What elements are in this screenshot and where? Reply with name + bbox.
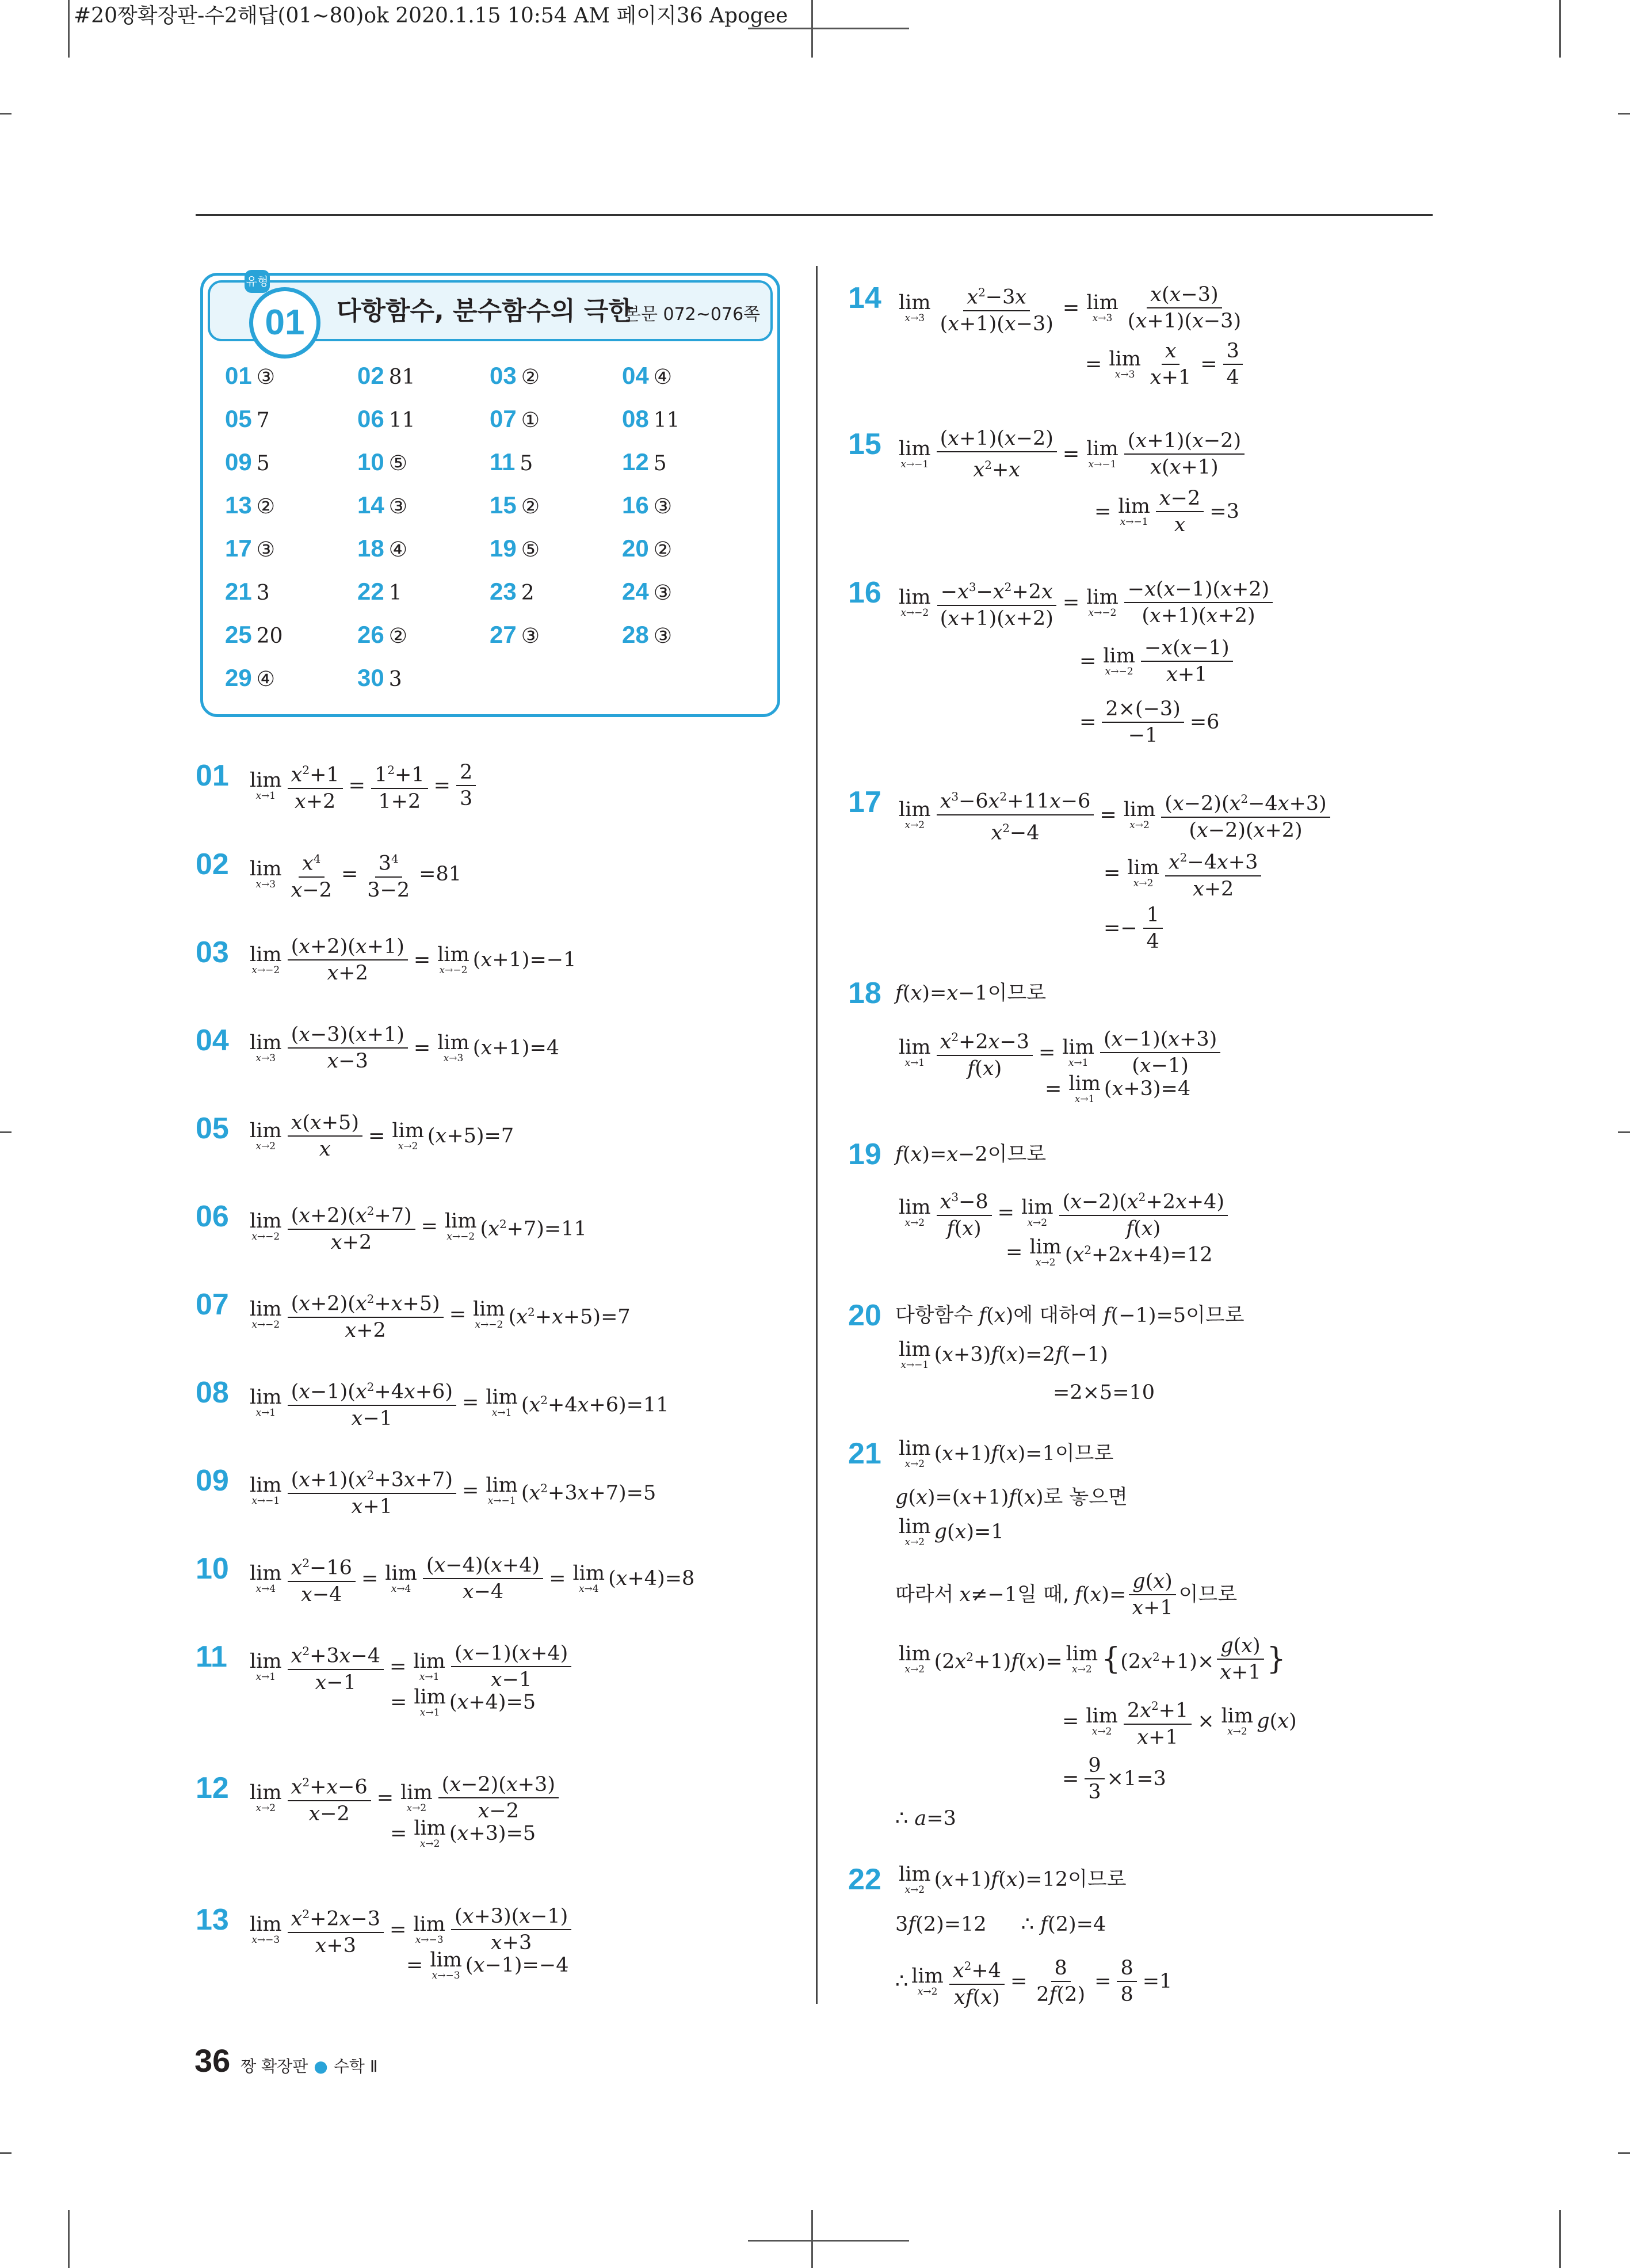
solution-15-line: lim x→−1 $\frac{(x+1)(x-2)}{x^2+x}$ = lim x→−1 $\frac{(x+1)(x-2)}{x(x+1)}$ [895,427,1247,482]
unit-number-badge [249,287,320,359]
answer-item [225,405,357,448]
solution-06-line: lim x→−2 $\frac{(x+2)(x^2+7)}{x+2}$ = lim x→−2 $(x^2+7)=11$ [246,1199,587,1254]
unit-number: 01 [265,303,305,342]
solution-21-line: lim x→2 $(2x^2+1)f(x)=$ lim x→2 { $(2x^2+1)\times$ $\frac{g(x)}{x+1}$ } [899,1634,1286,1684]
answer-value: ③ [256,365,275,389]
answer-key-box [200,273,780,717]
answer-number: 17 [225,535,252,562]
answer-value: ② [653,538,672,562]
answer-number: 13 [225,491,252,519]
solution-21-line: = lim x→2 $\frac{2x^2+1}{x+1}$ × lim x→2 g(x) [1059,1694,1297,1749]
solution-number: 21 [848,1437,881,1470]
answer-number: 27 [490,621,517,648]
answer-value: 81 [388,365,415,389]
answer-number: 04 [622,362,649,389]
answer-item [357,448,490,491]
solution-17-line: =− $\frac{1}{4}$ [1100,904,1165,953]
solution-03-line: lim x→−2 $\frac{(x+2)(x+1)}{x+2}$ = lim x→−2 (x+1)=−1 [250,935,577,985]
answer-number: 18 [357,535,384,562]
answer-row [225,578,754,621]
answer-value: ② [521,365,540,389]
answer-number: 10 [357,448,384,475]
solution-08-line: lim x→1 $\frac{(x-1)(x^2+4x+6)}{x-1}$ = lim x→1 $(x^2+4x+6)=11$ [246,1375,669,1430]
solution-number: 01 [196,759,229,792]
answer-item [357,621,490,664]
register-mark [748,28,909,29]
answer-number: 02 [357,362,384,389]
solution-18-line: f(x)=x−1 이므로 [895,976,1046,1011]
solution-20-line: lim x→−1 (x+3)f(x)=2f(−1) [899,1338,1108,1371]
unit-title: 다항함수, 분수함수의 극한 [337,296,633,326]
answer-value: ③ [256,538,275,562]
answer-value: 20 [256,624,283,648]
answer-number: 09 [225,448,252,475]
answer-row [225,405,754,448]
solution-05-line: lim x→2 $\frac{x(x+5)}{x}$ = lim x→2 (x+5)=7 [250,1111,514,1161]
solution-12-line: = lim x→2 (x+3)=5 [390,1817,536,1850]
answer-value: 11 [653,409,680,432]
solution-number: 19 [848,1138,881,1171]
answer-value: 7 [256,409,270,432]
solution-19-line: = lim x→2 $(x^2+2x+4)=12$ [1006,1236,1213,1269]
solution-01-line: lim x→1 $\frac{x^2+1}{x+2}$ = $\frac{1^2+1}{1+2}$ = $\frac{2}{3}$ [246,758,478,813]
book-title: 짱 확장판 [241,2057,308,2076]
solution-11-line: = lim x→1 (x+4)=5 [390,1686,536,1718]
solution-19-line: lim x→2 $\frac{x^3-8}{f(x)}$ = lim x→2 $\frac{(x-2)(x^2+2x+4)}{f(x)}$ [895,1186,1230,1240]
solution-21-text: 따라서 [895,1583,954,1606]
answer-item [490,448,622,491]
answer-item [225,535,357,578]
solution-21-text: 이므로 [1055,1442,1114,1465]
answer-value: ② [256,495,275,519]
crop-mark [0,113,12,115]
answer-value: 1 [388,581,402,605]
solution-22-line: 3f(2)=12 ∴ f(2)=4 [895,1913,1106,1936]
answer-number: 24 [622,578,649,605]
subject-name: 수학 Ⅱ [333,2057,378,2076]
answer-item [490,535,622,578]
solution-14-line: lim x→3 $\frac{x^2-3x}{(x+1)(x-3)}$ = lim x→3 $\frac{x(x-3)}{(x+1)(x-3)}$ [895,281,1247,336]
answer-number: 01 [225,362,252,389]
answer-value: 5 [256,452,270,475]
solution-number: 14 [848,281,881,315]
solution-13-line: lim x→−3 $\frac{x^2+2x-3}{x+3}$ = lim x→−3 $\frac{(x+3)(x-1)}{x+3}$ [246,1903,574,1957]
solution-18-line: lim x→1 $\frac{x^2+2x-3}{f(x)}$ = lim x→1 $\frac{(x-1)(x+3)}{(x-1)}$ [895,1026,1223,1080]
solution-20-line: =2×5=10 [1053,1381,1155,1404]
answer-item [357,491,490,535]
answer-number: 06 [357,405,384,432]
solution-10-line: lim x→4 $\frac{x^2-16}{x-4}$ = lim x→4 $\frac{(x-4)(x+4)}{x-4}$ = lim x→4 (x+4)=8 [246,1552,694,1606]
solution-21-line: ∴ a=3 [895,1807,956,1830]
answer-item [225,621,357,664]
solution-number: 09 [196,1464,229,1497]
answer-value: ⑤ [388,452,407,475]
solution-number: 08 [196,1376,229,1409]
answer-number: 19 [490,535,517,562]
answer-number: 23 [490,578,517,605]
answer-item [225,448,357,491]
solution-22-line: lim x→2 (x+1)f(x)=12 이므로 [899,1863,1127,1896]
answer-number: 11 [490,448,516,475]
top-rule [196,214,1433,216]
answer-item [622,491,754,535]
solution-number: 12 [196,1771,229,1805]
answer-item [357,362,490,405]
answer-number: 03 [490,362,517,389]
solution-20-text: 이므로 [1186,1304,1245,1327]
solution-number: 22 [848,1863,881,1896]
solution-number: 11 [196,1640,227,1674]
answer-value: ③ [653,495,672,519]
answer-item [490,405,622,448]
answer-item [622,578,754,621]
crop-mark [0,1131,12,1133]
answer-item [357,664,490,707]
print-header: #20짱확장판-수2해답(01~80)ok 2020.1.15 10:54 AM 페이지36 Apogee [74,4,788,28]
solution-09-line: lim x→−1 $\frac{(x+1)(x^2+3x+7)}{x+1}$ = lim x→−1 $(x^2+3x+7)=5$ [246,1463,656,1518]
answer-value: ④ [653,365,672,389]
answer-row [225,535,754,578]
unit-type-tag: 유형 [245,270,270,293]
answer-row [225,362,754,405]
answer-value: 11 [388,409,415,432]
answer-number: 28 [622,621,649,648]
unit-pages: 본문 072~076쪽 [624,304,761,325]
solution-20-text: 에 대하여 [1013,1304,1098,1327]
solution-15-line: = lim x→−1 $\frac{x-2}{x}$ =3 [1094,487,1239,536]
solution-number: 20 [848,1299,881,1332]
answer-item [622,362,754,405]
answer-item [490,578,622,621]
answer-item [622,448,754,491]
solution-21-line: = $\frac{9}{3}$ ×1=3 [1062,1754,1166,1804]
answer-value: 5 [520,452,533,475]
answer-item [357,405,490,448]
answer-value: ④ [256,668,275,691]
crop-mark [1618,2152,1630,2154]
solution-number: 02 [196,848,229,881]
answer-number: 20 [622,535,649,562]
answer-grid [225,362,754,707]
answer-row [225,491,754,535]
solution-20-text: 다항함수 [895,1304,974,1327]
solution-12-line: lim x→2 $\frac{x^2+x-6}{x-2}$ = lim x→2 $\frac{(x-2)(x+3)}{x-2}$ [246,1771,561,1825]
solution-21-line: lim x→2 g(x)=1 [899,1515,1004,1548]
page-number: 36 [194,2042,231,2079]
solution-04-line: lim x→3 $\frac{(x-3)(x+1)}{x-3}$ = lim x→3 (x+1)=4 [250,1023,560,1073]
solution-19-text: 이므로 [987,1143,1047,1166]
answer-item [225,578,357,621]
solution-number: 15 [848,428,881,461]
answer-value: ② [388,624,407,648]
solution-07-line: lim x→−2 $\frac{(x+2)(x^2+x+5)}{x+2}$ = lim x→−2 $(x^2+x+5)=7$ [246,1287,631,1342]
answer-number: 07 [490,405,517,432]
answer-item [225,491,357,535]
solution-22-line: ∴ lim x→2 $\frac{x^2+4}{xf(x)}$ = $\frac{8}{2f(2)}$ = $\frac{8}{8}$ =1 [895,1954,1175,2009]
answer-value: ③ [653,624,672,648]
answer-number: 29 [225,664,252,691]
solution-17-line: lim x→2 $\frac{x^3-6x^2+11x-6}{x^2-4}$ = lim x→2 $\frac{(x-2)(x^2-4x+3)}{(x-2)(x+2)}$ [895,785,1333,844]
solution-22-text: 이므로 [1068,1868,1127,1891]
register-mark [748,2240,909,2242]
answer-item [490,491,622,535]
solution-number: 18 [848,977,881,1010]
solution-18-text: 이므로 [987,982,1047,1005]
answer-row [225,664,754,707]
crop-mark [1618,113,1630,115]
register-mark [811,2210,813,2268]
solution-21-line: 따라서 x≠−1 일 때, f(x)= $\frac{g(x)}{x+1}$ 이므로 [895,1570,1238,1619]
answer-item [357,535,490,578]
solution-21-text: 로 놓으면 [1043,1486,1128,1509]
answer-item [225,362,357,405]
answer-number: 22 [357,578,384,605]
answer-item [622,535,754,578]
solution-21-text: 이므로 [1178,1583,1238,1606]
solution-02-line: lim x→3 $\frac{x^4}{x-2}$ = $\frac{3^4}{3-2}$ =81 [246,847,465,902]
solution-number: 05 [196,1112,229,1145]
solution-20-line: 다항함수 f(x) 에 대하여 f(−1)=5 이므로 [895,1298,1245,1333]
answer-value: ⑤ [521,538,540,562]
register-mark [811,0,813,58]
crop-mark [0,2152,12,2154]
answer-number: 15 [490,491,517,519]
column-divider [816,266,818,2004]
answer-value: ③ [388,495,407,519]
solution-13-line: = lim x→−3 (x−1)=−4 [406,1949,569,1981]
crop-mark [1618,1131,1630,1133]
solution-16-line: lim x→−2 $\frac{-x^3-x^2+2x}{(x+1)(x+2)}$ = lim x→−2 $\frac{-x(x-1)(x+2)}{(x+1)(x+2)}$ [895,575,1275,630]
answer-number: 16 [622,491,649,519]
answer-item [490,362,622,405]
solution-18-line: = lim x→1 (x+3)=4 [1045,1072,1191,1105]
answer-item [622,405,754,448]
answer-row [225,621,754,664]
answer-value: 5 [653,452,667,475]
solution-number: 07 [196,1288,229,1321]
answer-value: 2 [521,581,535,605]
answer-number: 26 [357,621,384,648]
answer-number: 21 [225,578,252,605]
solution-14-line: = lim x→3 $\frac{x}{x+1}$ = $\frac{3}{4}$ [1082,340,1245,389]
solution-19-line: f(x)=x−2 이므로 [895,1137,1046,1172]
answer-number: 25 [225,621,252,648]
answer-item [357,578,490,621]
answer-number: 30 [357,664,384,691]
solution-17-line: = lim x→2 $\frac{x^2-4x+3}{x+2}$ [1100,846,1263,901]
solution-21-line: g(x)=(x+1)f(x) 로 놓으면 [895,1480,1128,1515]
answer-item [490,621,622,664]
answer-value: ④ [388,538,407,562]
solution-11-line: lim x→1 $\frac{x^2+3x-4}{x-1}$ = lim x→1 $\frac{(x-1)(x+4)}{x-1}$ [246,1640,574,1694]
footer-bullet: ● [314,2057,328,2076]
answer-number: 08 [622,405,649,432]
crop-mark [68,0,70,58]
answer-value: ① [521,409,540,432]
answer-item [225,664,357,707]
solution-number: 16 [848,576,881,609]
crop-mark [1559,2210,1561,2268]
answer-value: ② [521,495,540,519]
solution-16-line: = lim x→−2 $\frac{-x(x-1)}{x+1}$ [1076,636,1235,686]
page-footer [194,2042,378,2079]
solution-number: 13 [196,1903,229,1937]
solution-21-text: 일 때, [1017,1583,1069,1606]
solution-16-line: = $\frac{2\times(-3)}{-1}$ =6 [1079,697,1220,747]
crop-mark [1559,0,1561,58]
answer-value: ③ [521,624,540,648]
answer-number: 05 [225,405,252,432]
solution-number: 03 [196,936,229,969]
solution-number: 04 [196,1024,229,1057]
answer-row [225,448,754,491]
solution-number: 06 [196,1200,229,1233]
answer-item [622,621,754,664]
answer-number: 12 [622,448,649,475]
answer-number: 14 [357,491,384,519]
answer-key-header [208,275,773,342]
crop-mark [68,2210,70,2268]
solution-21-line: lim x→2 (x+1)f(x)=1 이므로 [899,1437,1114,1470]
answer-value: 3 [388,668,402,691]
solution-number: 10 [196,1552,229,1585]
answer-value: 3 [256,581,270,605]
answer-value: ③ [653,581,672,605]
solution-number: 17 [848,786,881,819]
